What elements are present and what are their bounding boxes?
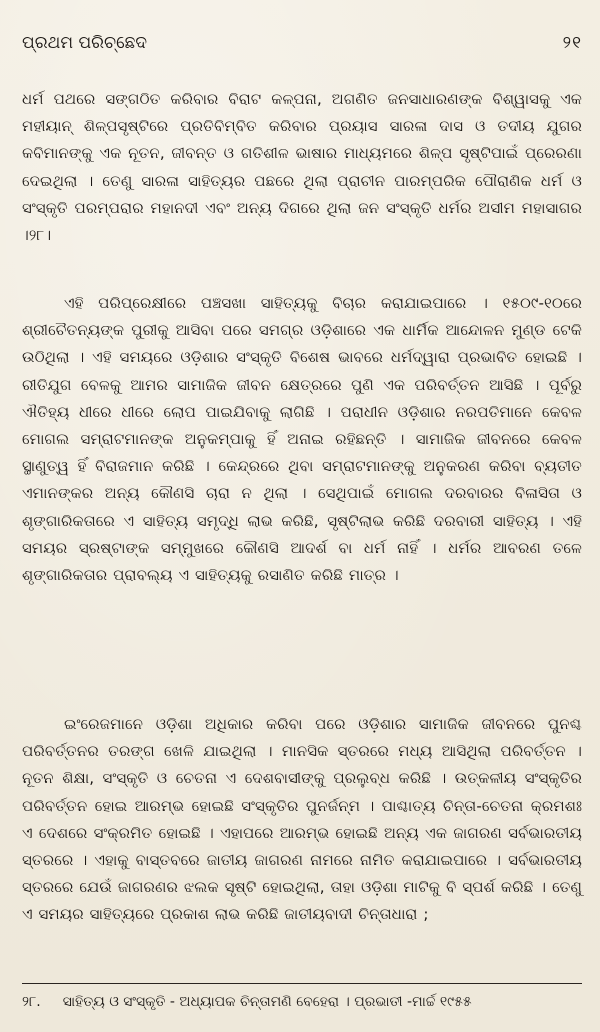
footnote-text: ସାହିତ୍ୟ ଓ ସଂସ୍କୃତି - ଅଧ୍ୟାପକ ଚିନ୍ତାମଣି ବେହେରା । ପ୍ରଭାତୀ -ମାର୍ଚ୍ଚ ୧୯୫୫ (62, 994, 472, 1010)
body-paragraph: ଧର୍ମ ପଥରେ ସଙ୍ଗଠିତ କରିବାର ବିରାଟ କଳ୍ପନା, ଅଗଣିତ ଜନସାଧାରଣଙ୍କ ବିଶ୍ୱାସକୁ ଏକ ମହୀୟାନ୍ ଶିଳ୍ପସୃଷ୍ଟିରେ ପ୍ରତିବିମ୍ବିତ କରିବାର ପ୍ରୟାସ ସାରଳା ଦାସ ଓ ତଦୀୟ ଯୁଗର କବିମାନଙ୍କୁ ଏକ ନୂତନ, ଜୀବନ୍ତ ଓ ଗତିଶୀଳ ଭାଷାର ମାଧ୍ୟମରେ ଶିଳ୍ପ ସୃଷ୍ଟିପାଇଁ ପ୍ରେରଣା ଦେଇଥିଲା । ତେଣୁ ସାରଳା ସାହିତ୍ୟର ପଛରେ ଥିଲା ପ୍ରାଚୀନ ପାରମ୍ପରିକ ପୌରାଣିକ ଧର୍ମ ଓ ସଂସ୍କୃତି ପରମ୍ପରାର ମହାନଦୀ ଏବଂ ଅନ୍ୟ ଦିଗରେ ଥିଲା ଜନ ସଂସ୍କୃତି ଧର୍ମର ଅସୀମ ମହାସାଗର ।୨୮। (22, 90, 582, 245)
body-paragraph: ଇଂରେଜମାନେ ଓଡ଼ିଶା ଅଧିକାର କରିବା ପରେ ଓଡ଼ିଶାର ସାମାଜିକ ଜୀବନରେ ପୁନଶ୍ଚ ପରିବର୍ତ୍ତନର ତରଙ୍ଗ ଖେଳି ଯାଇଥିଲା । ମାନସିକ ସ୍ତରରେ ମଧ୍ୟ ଆସିଥିଲା ପରିବର୍ତ୍ତନ । ନୂତନ ଶିକ୍ଷା, ସଂସ୍କୃତି ଓ ଚେତନା ଏ ଦେଶବାସୀଙ୍କୁ ପ୍ରଲୁବ୍ଧ କରିଛି । ଉତ୍କଳୀୟ ସଂସ୍କୃତିର ପରିବର୍ତ୍ତନ ହୋଇ ଆରମ୍ଭ ହୋଇଛି ସଂସ୍କୃତିର ପୁନର୍ଜନ୍ମ । ପାଶ୍ଚାତ୍ୟ ଚିନ୍ତା-ଚେତନା କ୍ରମଶଃ ଏ ଦେଶରେ ସଂକ୍ରମିତ ହୋଇଛି । ଏହାପରେ ଆରମ୍ଭ ହୋଇଛି ଅନ୍ୟ ଏକ ଜାଗରଣ ସର୍ବଭାରତୀୟ ସ୍ତରରେ । ଏହାକୁ ବାସ୍ତବରେ ଜାତୀୟ ଜାଗରଣ ନାମରେ ନାମିତ କରାଯାଇପାରେ । ସର୍ବଭାରତୀୟ ସ୍ତରରେ ଯେଉଁ ଜାଗରଣର ଝଲକ ସୃଷ୍ଟି ହୋଇଥିଲା, ତାହା ଓଡ଼ିଶା ମାଟିକୁ ବି ସ୍ପର୍ଶ କରିଛି । ତେଣୁ ଏ ସମୟର ସାହିତ୍ୟରେ ପ୍ରକାଶ ଲାଭ କରିଛି ଜାତୀୟବାଦୀ ଚିନ୍ତାଧାରା ; (22, 715, 582, 924)
page-number: ୨୧ (562, 33, 582, 53)
body-paragraph: ଏହି ପରିପ୍ରେକ୍ଷୀରେ ପଞ୍ଚସଖା ସାହିତ୍ୟକୁ ବିଚାର କରାଯାଇପାରେ । ୧୫୦୯-୧୦ରେ ଶ୍ରୀଚୈତନ୍ୟଙ୍କ ପୁରୀକୁ ଆସିବା ପରେ ସମଗ୍ର ଓଡ଼ିଶାରେ ଏକ ଧାର୍ମିକ ଆନ୍ଦୋଳନ ମୁଣ୍ଡ ଟେକି ଉଠିଥିଲା । ଏହି ସମୟରେ ଓଡ଼ିଶାର ସଂସ୍କୃତି ବିଶେଷ ଭାବରେ ଧର୍ମଦ୍ୱାରା ପ୍ରଭାବିତ ହୋଇଛି । ରୀତିଯୁଗ ବେଳକୁ ଆମର ସାମାଜିକ ଜୀବନ କ୍ଷେତ୍ରରେ ପୁଣି ଏକ ପରିବର୍ତ୍ତନ ଆସିଛି । ପୂର୍ବରୁ ଐତିହ୍ୟ ଧୀରେ ଧୀରେ ଲୋପ ପାଇଯିବାକୁ ଲାଗିଛି । ପରାଧୀନ ଓଡ଼ିଶାର ନରପତିମାନେ କେବଳ ମୋଗଲ ସମ୍ରାଟମାନଙ୍କ ଅନୁକମ୍ପାକୁ ହିଁ ଅନାଇ ରହିଛନ୍ତି । ସାମାଜିକ ଜୀବନରେ କେବଳ ସ୍ଥାଣୁତ୍ୱ ହିଁ ବିରାଜମାନ କରିଛି । କେନ୍ଦ୍ରରେ ଥିବା ସମ୍ରାଟମାନଙ୍କୁ ଅନୁକରଣ କରିବା ବ୍ୟତୀତ ଏମାନଙ୍କର ଅନ୍ୟ କୌଣସି ଚାରା ନ ଥିଲା । ସେଥିପାଇଁ ମୋଗଲ ଦରବାରର ବିଳାସିତା ଓ ଶୃଙ୍ଗାରିକତାରେ ଏ ସାହିତ୍ୟ ସମୃଦ୍ଧି ଲାଭ କରିଛି, ସୃଷ୍ଟିଲାଭ କରିଛି ଦରବାରୀ ସାହିତ୍ୟ । ଏହି ସମୟର ସ୍ରଷ୍ଟାଙ୍କ ସମ୍ମୁଖରେ କୌଣସି ଆଦର୍ଶ ବା ଧର୍ମ ନାହିଁ । ଧର୍ମର ଆବରଣ ତଳେ ଶୃଙ୍ଗାରିକତାର ପ୍ରାବଲ୍ୟ ଏ ସାହିତ୍ୟକୁ ରସାଣିତ କରିଛି ମାତ୍ର । (22, 294, 582, 585)
page-header (22, 28, 582, 58)
chapter-title: ପ୍ରଥମ ପରିଚ୍ଛେଦ (22, 33, 148, 53)
footnote (22, 991, 582, 1013)
footnote-number: ୨୮. (22, 994, 41, 1010)
footnote-divider (22, 983, 582, 984)
